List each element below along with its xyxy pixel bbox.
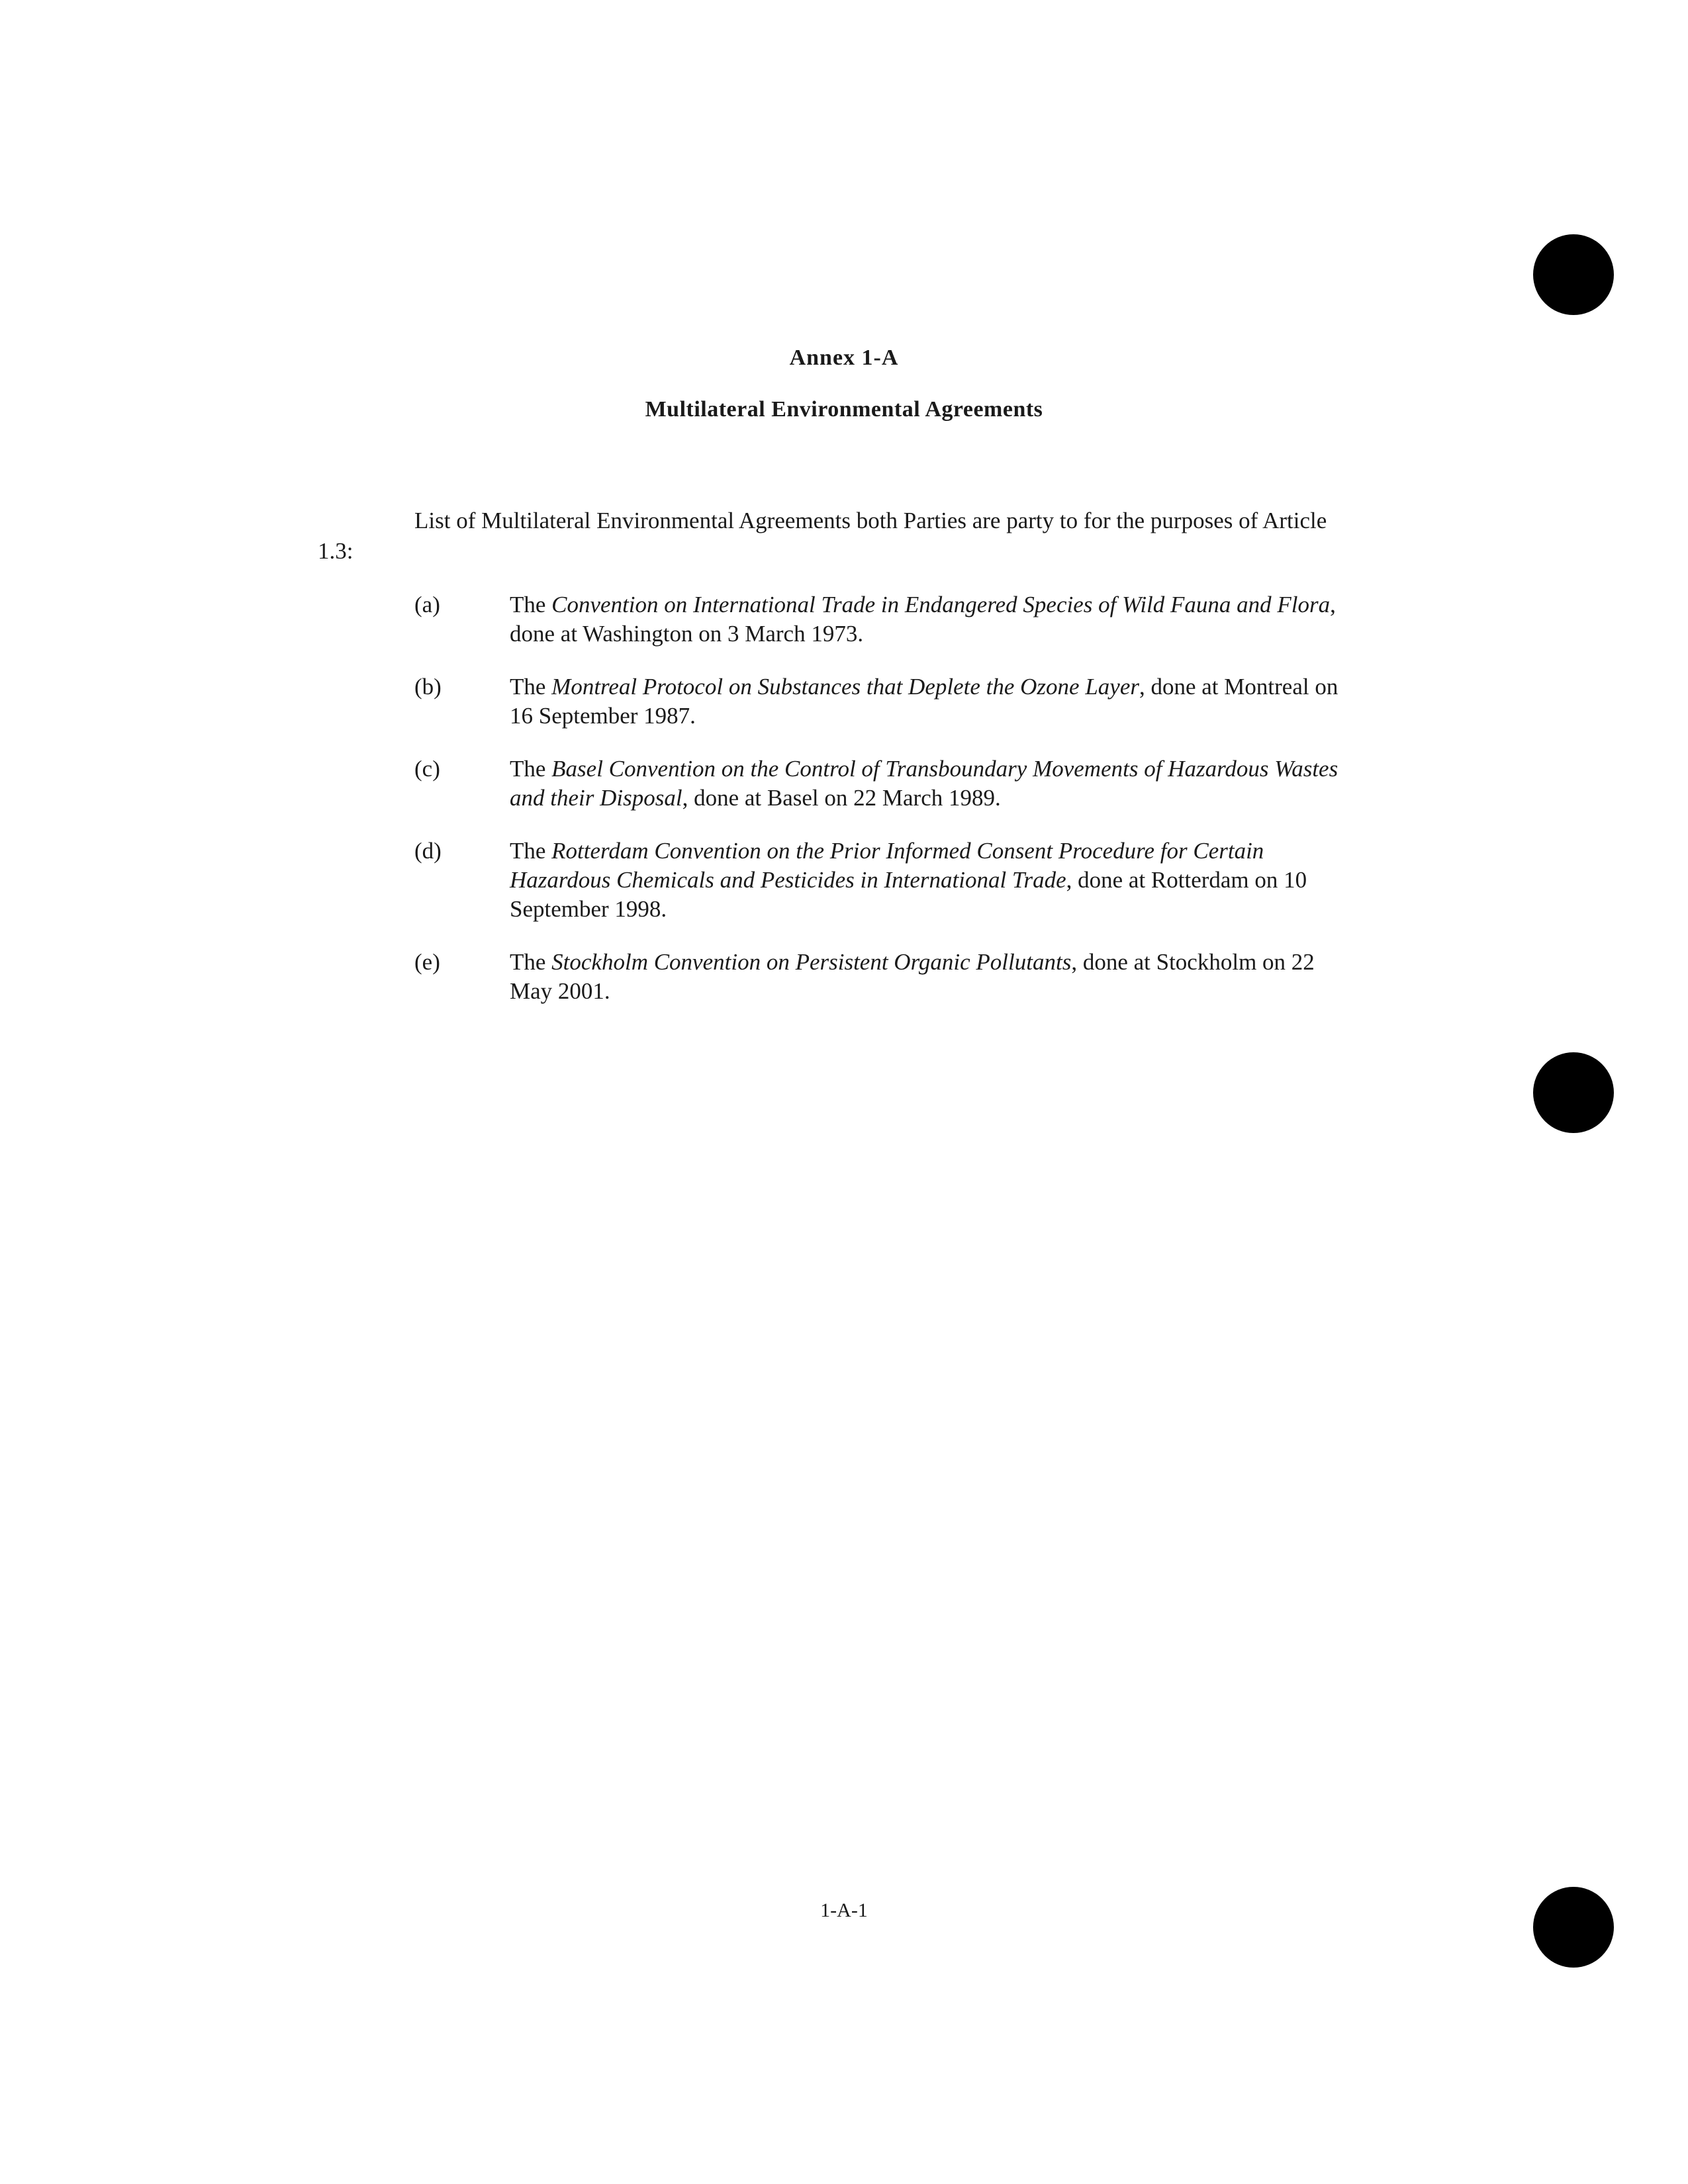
agreement-title: Rotterdam Convention on the Prior Informed Consent Procedure for Certain Hazardous Chemicals and Pesticides in International Trade xyxy=(510,838,1264,893)
list-item-suffix: , done at Basel on 22 March 1989. xyxy=(682,785,1001,811)
list-item-text xyxy=(510,590,1354,649)
list-item-text xyxy=(510,672,1354,731)
intro-paragraph: List of Multilateral Environmental Agreements both Parties are party to for the purposes of Article 1.3: xyxy=(318,508,1327,564)
list-item-prefix: The xyxy=(510,949,552,975)
agreement-title: Montreal Protocol on Substances that Deplete the Ozone Layer xyxy=(551,674,1139,700)
list-item-marker: (b) xyxy=(414,674,442,700)
list-item-marker: (e) xyxy=(414,949,440,975)
agreement-title: Stockholm Convention on Persistent Organic Pollutants xyxy=(551,949,1072,975)
list-item-suffix: , done at Stockholm on 22 May 2001. xyxy=(510,949,1315,1004)
punch-hole-top xyxy=(1533,234,1614,315)
list-item xyxy=(414,672,1354,731)
list-item-suffix: , done at Rotterdam on 10 September 1998. xyxy=(510,867,1307,922)
list-item-prefix: The xyxy=(510,592,552,617)
list-item-marker: (a) xyxy=(414,592,440,617)
list-item-prefix: The xyxy=(510,838,552,864)
list-item-prefix: The xyxy=(510,756,552,782)
list-item-text xyxy=(510,837,1354,924)
list-item-suffix: , done at Montreal on 16 September 1987. xyxy=(510,674,1338,729)
list-item xyxy=(414,948,1354,1006)
annex-title: Annex 1-A xyxy=(789,345,899,370)
list-item-marker: (c) xyxy=(414,756,440,782)
list-item-text xyxy=(510,948,1354,1006)
page-number: 1-A-1 xyxy=(820,1899,868,1921)
list-item-text xyxy=(510,754,1354,813)
agreement-title: Convention on International Trade in Endangered Species of Wild Fauna and Flora xyxy=(551,592,1331,617)
list-item xyxy=(414,754,1354,813)
list-item-suffix: , done at Washington on 3 March 1973. xyxy=(510,592,1336,647)
annex-subtitle: Multilateral Environmental Agreements xyxy=(645,397,1043,422)
list-item xyxy=(414,590,1354,649)
list-item-marker: (d) xyxy=(414,838,442,864)
list-item-prefix: The xyxy=(510,674,552,700)
list-item xyxy=(414,837,1354,924)
agreement-title: Basel Convention on the Control of Transboundary Movements of Hazardous Wastes and their Disposal xyxy=(510,756,1338,811)
agreements-list xyxy=(414,590,1354,1030)
punch-hole-middle xyxy=(1533,1052,1614,1133)
